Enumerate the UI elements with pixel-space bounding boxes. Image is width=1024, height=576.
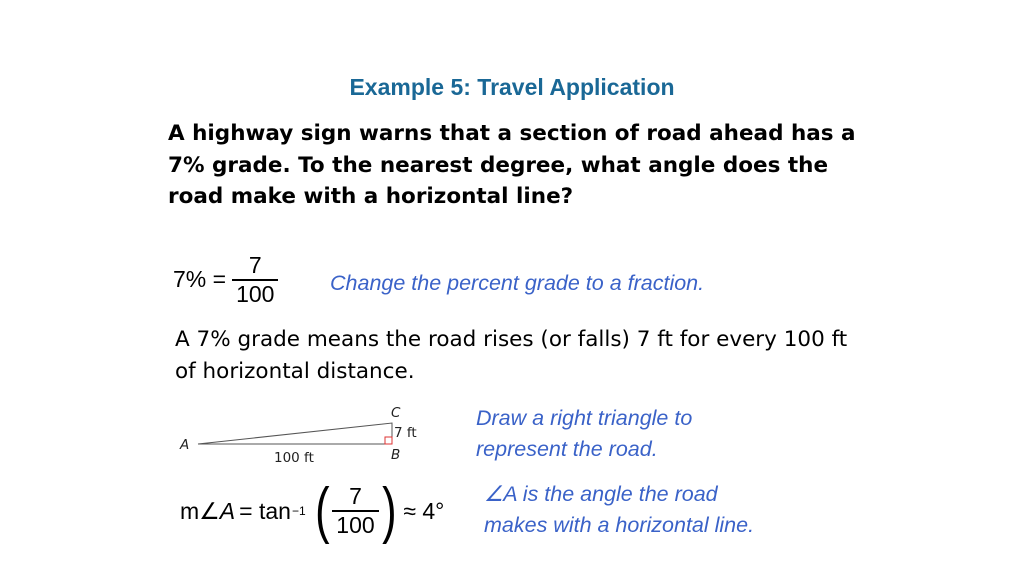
note-draw-triangle xyxy=(476,403,692,465)
angle-symbol: ∠ xyxy=(199,497,220,524)
triangle-shape xyxy=(198,423,392,444)
fraction-7-over-100 xyxy=(232,252,278,308)
measure-m: m xyxy=(180,497,200,524)
grade-explanation: A 7% grade means the road rises (or falls) 7 ft for every 100 ft of horizontal distance. xyxy=(175,327,848,384)
note3-line2: makes with a horizontal line. xyxy=(484,513,755,537)
note2-line2: represent the road. xyxy=(476,437,658,461)
problem-statement: A highway sign warns that a section of road ahead has a 7% grade. To the nearest degree, what angle does the road make with a horizontal line? xyxy=(168,121,856,209)
fraction-numerator: 7 xyxy=(248,252,262,278)
fraction-7-over-100-b xyxy=(332,483,378,539)
right-paren: ) xyxy=(381,476,397,545)
right-angle-marker xyxy=(385,437,392,444)
run-label: 100 ft xyxy=(274,450,314,466)
vertex-a-label: A xyxy=(180,437,190,453)
left-paren: ( xyxy=(314,476,330,545)
slide-title: Example 5: Travel Application xyxy=(349,74,675,100)
approx-result: ≈ 4° xyxy=(403,497,445,524)
fraction-denominator: 100 xyxy=(236,280,275,307)
note-change-percent: Change the percent grade to a fraction. xyxy=(330,271,705,295)
rise-label: 7 ft xyxy=(394,425,417,441)
road-triangle-diagram xyxy=(170,400,430,470)
percent-to-fraction-equation xyxy=(173,252,278,308)
equation1-lhs: 7% = xyxy=(173,266,227,293)
note2-line1: Draw a right triangle to xyxy=(476,406,693,430)
inverse-exponent: −1 xyxy=(291,504,306,518)
note3-line1 xyxy=(484,479,754,510)
inverse-tangent-equation xyxy=(180,476,445,545)
fraction2-denominator: 100 xyxy=(336,511,375,538)
angle-variable: A xyxy=(219,497,236,524)
note3-angle-symbol: ∠ xyxy=(484,482,504,506)
note-angle-a xyxy=(484,479,754,541)
note3-line1-text: A is the angle the road xyxy=(503,482,718,506)
fraction2-numerator: 7 xyxy=(349,483,362,510)
vertex-c-label: C xyxy=(391,405,401,421)
equals-tan: = tan xyxy=(239,497,291,524)
vertex-b-label: B xyxy=(391,447,401,463)
